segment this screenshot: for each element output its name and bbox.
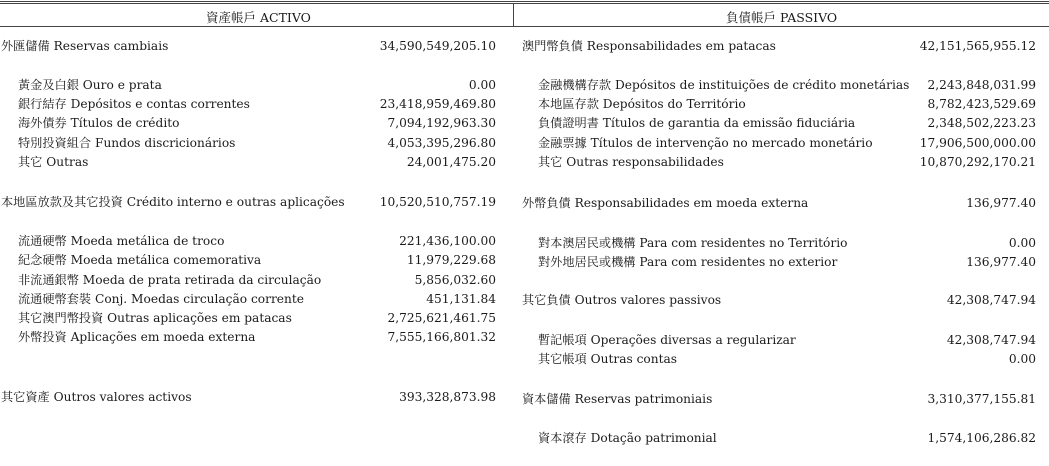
liabilities-amount: 17,906,500,000.00 [919, 136, 1036, 150]
assets-amount: 23,418,959,469.80 [379, 97, 496, 111]
liabilities-label: 對外地居民或機構 Para com residentes no exterior [538, 255, 838, 269]
top-rule [0, 1, 1049, 2]
assets-amount: 221,436,100.00 [399, 234, 496, 248]
liabilities-amount: 0.00 [1008, 236, 1036, 250]
liabilities-amount: 8,782,423,529.69 [927, 97, 1036, 111]
liabilities-amount: 1,574,106,286.82 [927, 431, 1036, 445]
assets-label: 本地區放款及其它投資 Crédito interno e outras aplicações [1, 195, 345, 209]
assets-row [0, 311, 1049, 327]
liabilities-label: 負債證明書 Títulos de garantia da emissão fiduciária [538, 116, 856, 130]
liabilities-row [0, 431, 1049, 447]
liabilities-label: 本地區存款 Depósitos do Território [538, 97, 746, 111]
assets-row [0, 273, 1049, 289]
assets-label: 海外債券 Títulos de crédito [18, 116, 180, 130]
liabilities-row [0, 293, 1049, 309]
liabilities-label: 其它 Outras responsabilidades [538, 155, 724, 169]
assets-label: 外匯儲備 Reservas cambiais [1, 39, 169, 53]
liabilities-label: 金融票據 Títulos de intervenção no mercado monetário [538, 136, 873, 150]
assets-amount: 4,053,395,296.80 [387, 136, 496, 150]
assets-amount: 7,555,166,801.32 [387, 330, 496, 344]
liabilities-row [0, 116, 1049, 132]
assets-label: 流通硬幣 Moeda metálica de troco [18, 234, 225, 248]
assets-amount: 10,520,510,757.19 [379, 195, 496, 209]
liabilities-amount: 136,977.40 [966, 196, 1036, 210]
liabilities-row [0, 255, 1049, 271]
assets-label: 其它資產 Outros valores activos [1, 390, 192, 404]
assets-amount: 0.00 [468, 78, 496, 92]
assets-label: 流通硬幣套裝 Conj. Moedas circulação corrente [18, 292, 304, 306]
assets-amount: 24,001,475.20 [406, 155, 496, 169]
assets-label: 黃金及白銀 Ouro e prata [18, 78, 162, 92]
liabilities-row [0, 196, 1049, 212]
assets-amount: 2,725,621,461.75 [387, 311, 496, 325]
assets-amount: 7,094,192,963.30 [387, 116, 496, 130]
liabilities-row [0, 236, 1049, 252]
liabilities-label: 對本澳居民或機構 Para com residentes no Território [538, 236, 848, 250]
liabilities-label: 資本儲備 Reservas patrimoniais [522, 392, 713, 406]
assets-label: 銀行結存 Depósitos e contas correntes [18, 97, 250, 111]
liabilities-row [0, 392, 1049, 408]
liabilities-row [0, 155, 1049, 171]
assets-label: 紀念硬幣 Moeda metálica comemorativa [18, 253, 262, 267]
liabilities-row [0, 136, 1049, 152]
liabilities-column-title: 負債帳戶 PASSIVO [726, 10, 838, 25]
liabilities-amount: 3,310,377,155.81 [927, 392, 1036, 406]
column-divider [513, 3, 514, 27]
liabilities-label: 資本滾存 Dotação patrimonial [538, 431, 717, 445]
liabilities-amount: 0.00 [1008, 352, 1036, 366]
liabilities-amount: 2,348,502,223.23 [927, 116, 1036, 130]
assets-amount: 393,328,873.98 [399, 390, 496, 404]
liabilities-amount: 42,308,747.94 [946, 333, 1036, 347]
assets-column-title: 資產帳戶 ACTIVO [206, 10, 311, 25]
liabilities-amount: 42,151,565,955.12 [919, 39, 1036, 53]
assets-label: 其它澳門幣投資 Outras aplicações em patacas [18, 311, 292, 325]
liabilities-amount: 42,308,747.94 [946, 293, 1036, 307]
assets-amount: 11,979,229.68 [406, 253, 496, 267]
liabilities-row [0, 97, 1049, 113]
liabilities-label: 其它帳項 Outras contas [538, 352, 678, 366]
liabilities-label: 澳門幣負債 Responsabilidades em patacas [522, 39, 776, 53]
liabilities-label: 金融機構存款 Depósitos de instituições de crédito monetárias [538, 78, 910, 92]
assets-label: 外幣投資 Aplicações em moeda externa [18, 330, 256, 344]
liabilities-row [0, 352, 1049, 368]
assets-label: 非流通銀幣 Moeda de prata retirada da circulação [18, 273, 322, 287]
liabilities-amount: 136,977.40 [966, 255, 1036, 269]
assets-amount: 451,131.84 [426, 292, 496, 306]
assets-label: 其它 Outras [18, 155, 89, 169]
assets-amount: 34,590,549,205.10 [379, 39, 496, 53]
assets-label: 特別投資組合 Fundos discricionários [18, 136, 236, 150]
liabilities-row [0, 39, 1049, 55]
liabilities-amount: 10,870,292,170.21 [919, 155, 1036, 169]
assets-amount: 5,856,032.60 [414, 273, 496, 287]
table-header [0, 3, 1049, 27]
liabilities-amount: 2,243,848,031.99 [927, 78, 1036, 92]
liabilities-row [0, 333, 1049, 349]
liabilities-label: 暫記帳項 Operações diversas a regularizar [538, 333, 796, 347]
liabilities-label: 外幣負債 Responsabilidades em moeda externa [522, 196, 809, 210]
liabilities-row [0, 78, 1049, 94]
liabilities-label: 其它負債 Outros valores passivos [522, 293, 722, 307]
